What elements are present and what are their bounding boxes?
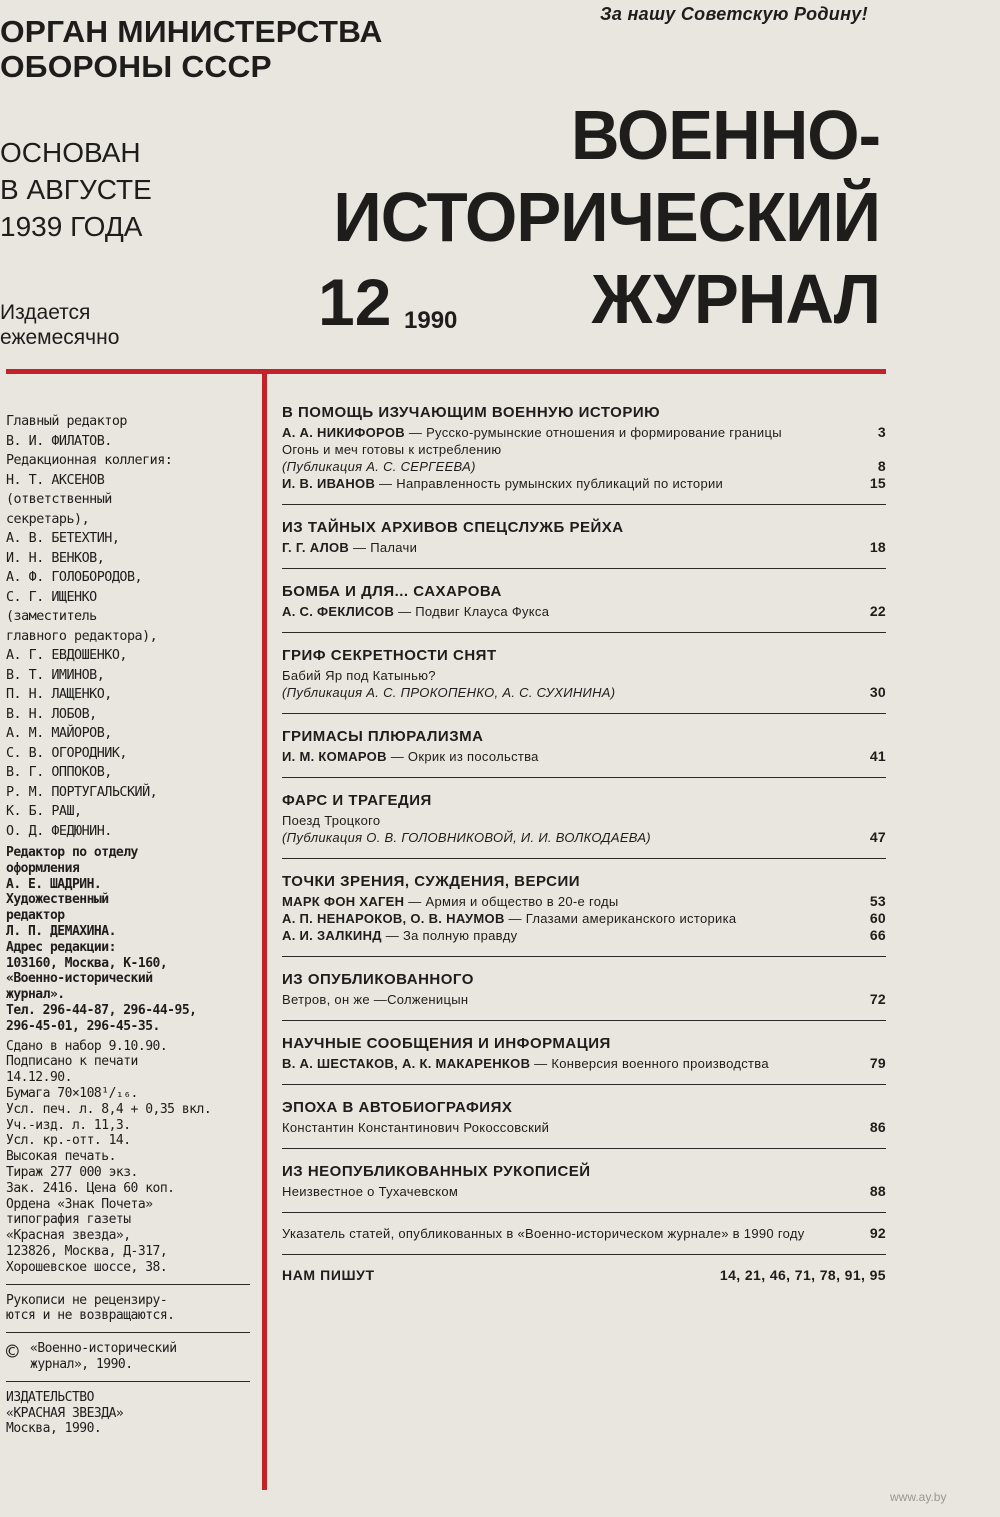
entry-title: Указатель статей, опубликованных в «Военно-историческом журнале» в 1990 году	[282, 1226, 805, 1241]
masthead-line: Главный редактор	[6, 414, 127, 429]
entry-title: — За полную правду	[381, 928, 518, 943]
manuscripts-note	[6, 1293, 256, 1325]
toc-section	[282, 645, 886, 701]
section-divider	[282, 1254, 886, 1255]
page-number: 88	[869, 1183, 886, 1199]
journal-title	[35, 94, 880, 340]
toc-entry	[282, 927, 886, 944]
page-number: 60	[869, 910, 886, 926]
section-divider	[282, 1084, 886, 1085]
section-divider	[282, 1212, 886, 1213]
entry-author: А. А. НИКИФОРОВ	[282, 425, 405, 440]
masthead-line: оформления	[6, 860, 80, 876]
masthead-line: журнал».	[6, 987, 65, 1003]
toc-entry	[282, 1183, 886, 1200]
toc-entry	[282, 910, 886, 927]
masthead-line: «Военно-исторический	[6, 971, 153, 987]
entry-author: А. П. НЕНАРОКОВ, О. В. НАУМОВ	[282, 911, 505, 926]
entry-text	[282, 748, 846, 765]
toc-entry	[282, 812, 886, 846]
page-number: 8	[877, 458, 886, 474]
toc-entry	[282, 603, 886, 620]
masthead-line: Усл. печ. л. 8,4 + 0,35 вкл.	[6, 1101, 212, 1117]
divider	[6, 1284, 250, 1285]
toc-section	[282, 517, 886, 556]
masthead-line: Тел. 296-44-87, 296-44-95,	[6, 1002, 197, 1018]
publisher-line: ИЗДАТЕЛЬСТВО	[6, 1389, 94, 1405]
entry-title: — Русско-румынские отношения и формирование границы	[404, 425, 782, 440]
section-title: БОМБА И ДЛЯ... САХАРОВА	[282, 583, 502, 600]
divider	[6, 1332, 250, 1333]
masthead-line: А. М. МАЙОРОВ,	[6, 726, 112, 741]
letters-label: НАМ ПИШУТ	[282, 1267, 375, 1283]
masthead-line: 123826, Москва, Д-317,	[6, 1243, 168, 1259]
page-number: 72	[869, 991, 886, 1007]
entry-text	[282, 667, 846, 684]
masthead-line: В. И. ФИЛАТОВ.	[6, 433, 112, 449]
masthead-line: С. Г. ИЩЕНКО	[6, 589, 97, 605]
toc-section	[282, 969, 886, 1008]
page-number: 66	[869, 927, 886, 943]
table-of-contents	[282, 402, 886, 1285]
entry-title: Ветров, он же —Солженицын	[282, 992, 469, 1007]
entry-title: — Направленность румынских публикаций по истории	[375, 476, 724, 491]
entry-title: Поезд Троцкого	[282, 813, 381, 828]
entry-text	[282, 812, 846, 829]
section-divider	[282, 632, 886, 633]
masthead-line: А. В. БЕТЕХТИН,	[6, 531, 120, 546]
entry-text	[282, 424, 846, 441]
masthead-line: 296-45-01, 296-45-35.	[6, 1018, 160, 1034]
editorial-board	[6, 412, 256, 841]
toc-entry	[282, 441, 886, 475]
divider	[6, 1381, 250, 1382]
entry-text	[282, 475, 846, 492]
entry-title: Константин Константинович Рокоссовский	[282, 1120, 550, 1135]
toc-section	[282, 1033, 886, 1072]
section-divider	[282, 568, 886, 569]
masthead-line: Редакционная коллегия:	[6, 453, 173, 468]
toc-section	[282, 871, 886, 944]
organ-line: ОБОРОНЫ СССР	[0, 49, 272, 84]
title-line: ЖУРНАЛ	[591, 260, 880, 338]
note-line: ются и не возвращаются.	[6, 1308, 175, 1324]
entry-author: И. М. КОМАРОВ	[282, 749, 387, 764]
masthead-line: главного редактора),	[6, 628, 158, 644]
copyright	[6, 1341, 256, 1373]
masthead-line: 103160, Москва, К-160,	[6, 955, 168, 971]
entry-title: — Армия и общество в 20-е годы	[404, 894, 619, 909]
copyright-symbol: ©	[6, 1340, 19, 1365]
masthead-line: Тираж 277 000 экз.	[6, 1164, 138, 1180]
section-title: ИЗ ТАЙНЫХ АРХИВОВ СПЕЦСЛУЖБ РЕЙХА	[282, 519, 624, 536]
masthead-line: Усл. кр.-отт. 14.	[6, 1133, 131, 1149]
watermark: www.ay.by	[890, 1490, 947, 1504]
section-divider	[282, 956, 886, 957]
masthead-line: Р. М. ПОРТУГАЛЬСКИЙ,	[6, 784, 158, 800]
page-number: 18	[869, 539, 886, 555]
masthead-line: А. Ф. ГОЛОБОРОДОВ,	[6, 570, 143, 585]
section-divider	[282, 858, 886, 859]
page-number: 47	[869, 829, 886, 845]
section-title: ГРИМАСЫ ПЛЮРАЛИЗМА	[282, 728, 484, 745]
masthead-line: Зак. 2416. Цена 60 коп.	[6, 1180, 175, 1196]
masthead-line: А. Г. ЕВДОШЕНКО,	[6, 648, 127, 663]
title-line: ИСТОРИЧЕСКИЙ	[333, 178, 880, 256]
page-number: 41	[869, 748, 886, 764]
issue-number: 12	[318, 265, 392, 339]
section-title: НАУЧНЫЕ СООБЩЕНИЯ И ИНФОРМАЦИЯ	[282, 1035, 611, 1052]
entry-text	[282, 893, 846, 910]
publisher	[6, 1390, 256, 1437]
entry-title: Бабий Яр под Катынью?	[282, 668, 436, 683]
toc-entry	[282, 893, 886, 910]
section-title: ЭПОХА В АВТОБИОГРАФИЯХ	[282, 1099, 513, 1116]
copyright-line: «Военно-исторический	[30, 1341, 177, 1357]
entry-text	[282, 910, 846, 927]
entry-text	[282, 991, 846, 1008]
masthead-line: Подписано к печати	[6, 1054, 138, 1070]
founded-line: В АВГУСТЕ	[0, 174, 152, 205]
copyright-line: журнал», 1990.	[30, 1356, 133, 1372]
masthead-line: Хорошевское шоссе, 38.	[6, 1259, 168, 1275]
section-title: ИЗ ОПУБЛИКОВАННОГО	[282, 971, 474, 988]
masthead-line: П. Н. ЛАЩЕНКО,	[6, 687, 112, 702]
masthead-line: Сдано в набор 9.10.90.	[6, 1038, 168, 1054]
title-line: ВОЕННО-	[571, 96, 880, 174]
toc-entry	[282, 424, 886, 441]
entry-text	[282, 1055, 846, 1072]
masthead-line: Л. П. ДЕМАХИНА.	[6, 923, 116, 939]
entry-publication: (Публикация А. С. ПРОКОПЕНКО, А. С. СУХИНИНА)	[282, 685, 616, 700]
page-number: 30	[869, 684, 886, 700]
masthead-line: А. Е. ШАДРИН.	[6, 876, 102, 892]
entry-author: А. И. ЗАЛКИНД	[282, 928, 382, 943]
masthead-line: «Красная звезда»,	[6, 1228, 131, 1244]
toc-section	[282, 1161, 886, 1200]
page-number: 15	[869, 475, 886, 491]
masthead-line: секретарь),	[6, 511, 90, 527]
frequency-line: ежемесячно	[0, 326, 120, 349]
section-title: ФАРС И ТРАГЕДИЯ	[282, 792, 432, 809]
organ-of-ministry	[0, 14, 383, 84]
founded-line: 1939 ГОДА	[0, 211, 143, 242]
letters-section	[282, 1267, 886, 1285]
toc-section	[282, 581, 886, 620]
entry-text	[282, 441, 846, 458]
entry-title: Огонь и меч готовы к истреблению	[282, 442, 502, 457]
masthead-line: типография газеты	[6, 1212, 131, 1228]
issue-year: 1990	[404, 307, 458, 334]
masthead-line: редактор	[6, 908, 65, 924]
masthead-line: Высокая печать.	[6, 1149, 116, 1165]
masthead-line: Н. Т. АКСЕНОВ	[6, 472, 105, 488]
masthead-line: В. Н. ЛОБОВ,	[6, 706, 97, 722]
organ-line: ОРГАН МИНИСТЕРСТВА	[0, 14, 383, 49]
page-number: 3	[877, 424, 886, 440]
toc-entry	[282, 539, 886, 556]
masthead-line: В. Г. ОППОКОВ,	[6, 765, 112, 780]
masthead-line: С. В. ОГОРОДНИК,	[6, 745, 127, 761]
entry-author: МАРК ФОН ХАГЕН	[282, 894, 405, 909]
page-number: 79	[869, 1055, 886, 1071]
entry-title: — Окрик из посольства	[386, 749, 539, 764]
section-title: ТОЧКИ ЗРЕНИЯ, СУЖДЕНИЯ, ВЕРСИИ	[282, 873, 581, 890]
page-number: 53	[869, 893, 886, 909]
entry-text	[282, 927, 846, 944]
section-title: ИЗ НЕОПУБЛИКОВАННЫХ РУКОПИСЕЙ	[282, 1163, 591, 1180]
entry-author: Г. Г. АЛОВ	[282, 540, 350, 555]
entry-title: — Глазами американского историка	[504, 911, 737, 926]
page-number: 86	[869, 1119, 886, 1135]
toc-section	[282, 1097, 886, 1136]
masthead-column	[6, 412, 256, 1437]
section-divider	[282, 777, 886, 778]
frequency-line: Издается	[0, 301, 91, 324]
toc-section	[282, 790, 886, 846]
section-divider	[282, 1148, 886, 1149]
staff-and-address	[6, 845, 256, 1035]
entry-title: Неизвестное о Тухачевском	[282, 1184, 459, 1199]
section-divider	[282, 1020, 886, 1021]
toc-entry	[282, 748, 886, 765]
entry-publication: (Публикация А. С. СЕРГЕЕВА)	[282, 459, 476, 474]
entry-author: И. В. ИВАНОВ	[282, 476, 376, 491]
page-number: 22	[869, 603, 886, 619]
masthead-line: Редактор по отделу	[6, 845, 138, 860]
masthead-line: И. Н. ВЕНКОВ,	[6, 550, 105, 566]
entry-title: — Конверсия военного производства	[530, 1056, 769, 1071]
toc-section	[282, 726, 886, 765]
note-line: Рукописи не рецензиру-	[6, 1292, 168, 1308]
founded-line: ОСНОВАН	[0, 137, 141, 168]
entry-title: — Подвиг Клауса Фукса	[394, 604, 550, 619]
toc-entry	[282, 1055, 886, 1072]
entry-publication: (Публикация О. В. ГОЛОВНИКОВОЙ, И. И. ВОЛКОДАЕВА)	[282, 830, 651, 845]
page-number: 92	[869, 1225, 886, 1241]
entry-author: В. А. ШЕСТАКОВ, А. К. МАКАРЕНКОВ	[282, 1056, 531, 1071]
masthead-line: Художественный	[6, 892, 109, 908]
section-divider	[282, 713, 886, 714]
toc-entry	[282, 1225, 886, 1242]
masthead-line: В. Т. ИМИНОВ,	[6, 667, 105, 683]
masthead-line: (ответственный	[6, 492, 112, 507]
letters-pages: 14, 21, 46, 71, 78, 91, 95	[719, 1267, 886, 1283]
header-red-rule	[6, 369, 886, 374]
publisher-line: Москва, 1990.	[6, 1421, 102, 1437]
printing-details	[6, 1039, 256, 1276]
entry-text	[282, 1183, 846, 1200]
masthead-line: Уч.-изд. л. 11,3.	[6, 1117, 131, 1133]
masthead-line: Бумага 70×108¹/₁₆.	[6, 1085, 138, 1101]
section-title: ГРИФ СЕКРЕТНОСТИ СНЯТ	[282, 647, 497, 664]
toc-entry	[282, 667, 886, 701]
entry-author: А. С. ФЕКЛИСОВ	[282, 604, 395, 619]
publisher-line: «КРАСНАЯ ЗВЕЗДА»	[6, 1405, 124, 1421]
masthead-line: 14.12.90.	[6, 1070, 72, 1086]
toc-section	[282, 402, 886, 492]
motto: За нашу Советскую Родину!	[600, 4, 868, 24]
toc-entry	[282, 1119, 886, 1136]
masthead-line: Адрес редакции:	[6, 939, 116, 955]
masthead-line: (заместитель	[6, 609, 97, 624]
column-red-rule	[262, 374, 267, 1490]
masthead-line: К. Б. РАШ,	[6, 804, 82, 819]
entry-title: — Палачи	[349, 540, 418, 555]
masthead-line: О. Д. ФЕДЮНИН.	[6, 823, 112, 839]
toc-entry	[282, 475, 886, 492]
masthead-line: Ордена «Знак Почета»	[6, 1196, 153, 1212]
entry-text	[282, 539, 846, 556]
entry-text	[282, 603, 846, 620]
entry-text	[282, 1119, 846, 1136]
toc-entry	[282, 991, 886, 1008]
section-title: В ПОМОЩЬ ИЗУЧАЮЩИМ ВОЕННУЮ ИСТОРИЮ	[282, 404, 661, 421]
section-divider	[282, 504, 886, 505]
